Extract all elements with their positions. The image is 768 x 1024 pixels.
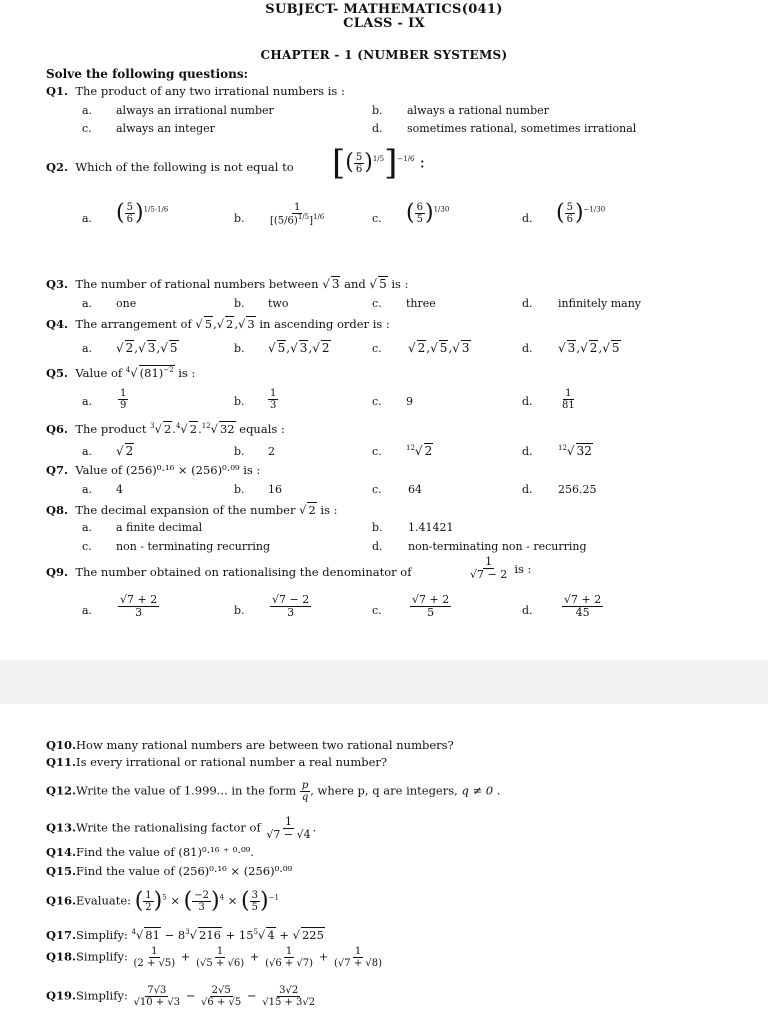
q4-option-d[interactable]: √ 3,√ 2,√ 5 (558, 341, 620, 355)
option-label: c. (372, 445, 382, 458)
question-7: Q7. Value of (256)⁰·¹⁶ × (256)⁰·⁰⁹ is : (46, 463, 261, 477)
question-11: Q11.Is every irrational or rational number a real number? (46, 755, 388, 769)
question-12: Q12.Write the value of 1.999... in the form $\frac{p}{q}$ , where p, q are integers, q ≠ 0 . (46, 780, 501, 803)
q5-option-c[interactable]: 9 (406, 395, 413, 408)
q1-option-c[interactable]: always an integer (116, 122, 215, 135)
question-18: Q18.Simplify: $\frac{1}{(2 + √5)}$ + $\frac{1}{(√5 + √6)}$ + $\frac{1}{(√6 + √7)}$ + $\frac{1}{(√7 + √8)}$ (46, 946, 383, 969)
q8-option-b[interactable]: 1.41421 (408, 521, 454, 534)
question-16: Q16.Evaluate: ( $\frac{1}{2}$ )$^5$ × ( $\frac{-2}{3}$ )$^4$ × ( $\frac{3}{5}$ )$^{-1}$ (46, 888, 279, 914)
q9-option-a[interactable]: $\frac{√7 + 2}{3}$ (120, 593, 158, 620)
q9-option-c[interactable]: $\frac{√7 + 2}{5}$ (412, 593, 450, 620)
q3-option-d[interactable]: infinitely many (558, 297, 641, 310)
option-label: a. (82, 104, 93, 117)
q6-option-c[interactable]: $^{12}$√ 2 (406, 444, 433, 458)
q7-option-c[interactable]: 64 (408, 483, 422, 496)
q4-option-b[interactable]: √ 5,√ 3,√ 2 (268, 341, 330, 355)
q6-option-b[interactable]: 2 (268, 445, 275, 458)
option-label: b. (234, 342, 245, 355)
option-label: c. (372, 342, 382, 355)
question-17: Q17.Simplify: $^4$√ $81 - 8^3√$ $216 + 15^5√$ 4 + √ 225 (46, 928, 324, 942)
option-label: a. (82, 395, 93, 408)
option-label: a. (82, 342, 93, 355)
q8-option-a[interactable]: a finite decimal (116, 521, 203, 534)
question-4: Q4. The arrangement of √ 5,√ 2,√ 3 in ascending order is : (46, 317, 390, 331)
q1-option-b[interactable]: always a rational number (407, 104, 549, 117)
q2-option-a[interactable]: ( $\frac{5}{6}$ )$^{1/5\cdot 1/6}$ (116, 200, 169, 226)
option-label: d. (522, 604, 533, 617)
q5-option-b[interactable]: $\frac{1}{3}$ (270, 388, 277, 411)
option-label: b. (234, 395, 245, 408)
question-5: Q5. Value of $^4$√ $(81)^{-2}$ is : (46, 366, 196, 380)
chapter-heading: CHAPTER - 1 (NUMBER SYSTEMS) (260, 48, 508, 62)
q2-option-d[interactable]: ( $\frac{5}{6}$ )$^{-1/30}$ (556, 200, 606, 226)
q1-option-d[interactable]: sometimes rational, sometimes irrational (407, 122, 637, 135)
class-heading: CLASS - IX (343, 16, 425, 31)
q9-option-d[interactable]: $\frac{√7 + 2}{45}$ (564, 593, 602, 620)
question-2: Q2. Which of the following is not equal to (46, 160, 294, 174)
option-label: d. (522, 342, 533, 355)
q6-option-a[interactable]: √ 2 (116, 444, 134, 458)
q4-option-a[interactable]: √ 2,√ 3,√ 5 (116, 341, 178, 355)
q4-option-c[interactable]: √ 2,√ 5,√ 3 (408, 341, 470, 355)
q7-option-a[interactable]: 4 (116, 483, 123, 496)
question-1: Q1. The product of any two irrational numbers is : (46, 84, 345, 98)
question-8: Q8. The decimal expansion of the number √ 2 is : (46, 503, 338, 517)
option-label: d. (522, 297, 533, 310)
option-label: d. (372, 122, 383, 135)
option-label: d. (522, 483, 533, 496)
q1-option-a[interactable]: always an irrational number (116, 104, 274, 117)
option-label: c. (372, 395, 382, 408)
option-label: b. (372, 521, 383, 534)
q7-option-d[interactable]: 256.25 (558, 483, 597, 496)
q7-option-b[interactable]: 16 (268, 483, 282, 496)
question-3: Q3. The number of rational numbers between √ 3 and √ 5 is : (46, 277, 409, 291)
option-label: a. (82, 521, 93, 534)
question-13: Q13.Write the rationalising factor of $\frac{1}{√7 - √4}$ . (46, 815, 317, 842)
option-label: c. (372, 604, 382, 617)
q8-option-c[interactable]: non - terminating recurring (116, 540, 271, 553)
question-15: Q15.Find the value of (256)⁰·¹⁶ × (256)⁰·⁰⁹ (46, 864, 293, 878)
option-label: d. (522, 212, 533, 225)
option-label: d. (372, 540, 383, 553)
subject-heading: SUBJECT- MATHEMATICS(041) (265, 2, 503, 17)
question-9: Q9. The number obtained on rationalising the denominator of (46, 565, 412, 579)
q5-option-d[interactable]: $\frac{1}{81}$ (562, 388, 575, 411)
option-label: c. (372, 483, 382, 496)
option-label: b. (234, 297, 245, 310)
q5-option-a[interactable]: $\frac{1}{9}$ (120, 388, 127, 411)
option-label: c. (82, 540, 92, 553)
option-label: a. (82, 445, 93, 458)
option-label: d. (522, 445, 533, 458)
q2-option-c[interactable]: ( $\frac{6}{5}$ )$^{1/30}$ (406, 200, 450, 226)
q8-option-d[interactable]: non-terminating non - recurring (408, 540, 587, 553)
option-label: b. (234, 212, 245, 225)
q9-expression: $\frac{1}{√7 - 2}$ is : (470, 555, 532, 582)
q2-option-b[interactable]: $\frac{1}{[(5/6)^{1/5}]^{1/6}}$ (270, 202, 325, 227)
option-label: c. (372, 297, 382, 310)
q6-option-d[interactable]: $^{12}$√ 32 (558, 444, 592, 458)
option-label: a. (82, 604, 93, 617)
option-label: a. (82, 297, 93, 310)
question-10: Q10.How many rational numbers are between two rational numbers? (46, 738, 454, 752)
option-label: a. (82, 483, 93, 496)
option-label: c. (372, 212, 382, 225)
question-19: Q19.Simplify: $\frac{7√3}{√10 + √3}$ − $\frac{2√5}{√6 + √5}$ − $\frac{3√2}{√15 + 3√2}$ (46, 985, 316, 1008)
option-label: a. (82, 212, 93, 225)
q3-option-b[interactable]: two (268, 297, 289, 310)
q2-expression: [( $\frac{5}{6}$ )$^{1/5}$]$^{-1/6}$ : (332, 143, 425, 183)
question-14: Q14.Find the value of (81)⁰·¹⁶ ⁺ ⁰·⁰⁹. (46, 845, 254, 859)
q3-option-c[interactable]: three (406, 297, 436, 310)
page-separator (0, 660, 768, 704)
option-label: b. (234, 483, 245, 496)
q9-option-b[interactable]: $\frac{√7 - 2}{3}$ (272, 593, 310, 620)
instruction: Solve the following questions: (46, 67, 249, 81)
option-label: d. (522, 395, 533, 408)
question-6: Q6. The product $^3$√ 2.$^4$√ 2.12√ 32 equals : (46, 422, 285, 436)
sheet-page-2 (0, 704, 768, 1024)
option-label: c. (82, 122, 92, 135)
option-label: b. (234, 604, 245, 617)
option-label: b. (372, 104, 383, 117)
option-label: b. (234, 445, 245, 458)
q3-option-a[interactable]: one (116, 297, 137, 310)
